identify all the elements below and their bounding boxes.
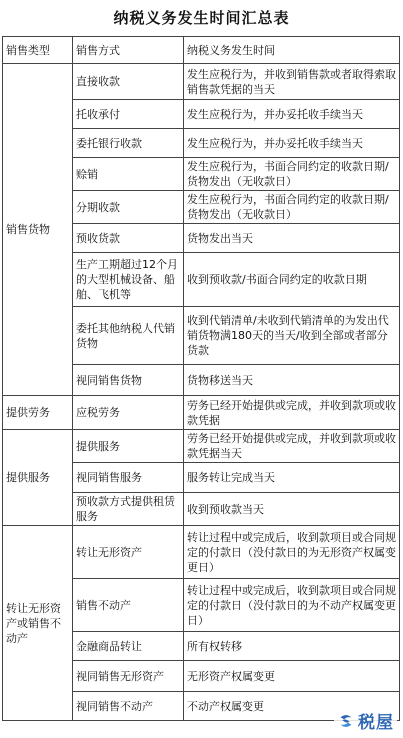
sales-type-cell: 提供服务 [3, 430, 73, 526]
header-tax-time: 纳税义务发生时间 [184, 37, 400, 64]
method-cell: 赊销 [73, 158, 184, 191]
time-cell: 发生应税行为，并办妥托收手续当天 [184, 100, 400, 129]
time-cell: 劳务已经开始提供或完成，并收到款项或收款凭据 [184, 396, 400, 430]
method-cell: 转让无形资产 [73, 526, 184, 579]
time-cell: 不动产权属变更 [184, 692, 400, 721]
page-title: 纳税义务发生时间汇总表 [113, 9, 290, 27]
time-cell: 收到预收款/书面合同约定的收款日期 [184, 253, 400, 307]
time-cell: 转让过程中或完成后，收到款项目或合同规定的付款日（没付款日的为无形资产权属变更日） [184, 526, 400, 579]
time-cell: 收到预收款当天 [184, 493, 400, 526]
table-row [3, 396, 400, 430]
method-cell: 应税劳务 [73, 396, 184, 430]
table-row [3, 526, 400, 579]
sales-type-cell: 销售货物 [3, 64, 73, 396]
watermark-text: 税屋 [358, 713, 394, 733]
time-cell: 所有权转移 [184, 632, 400, 661]
header-sales-type: 销售类型 [3, 37, 73, 64]
table-header-row [3, 37, 400, 64]
time-cell: 发生应税行为，并收到销售款或者取得索取销售款凭据的当天 [184, 64, 400, 100]
time-cell: 服务转让完成当天 [184, 463, 400, 493]
method-cell: 销售不动产 [73, 579, 184, 632]
watermark [334, 707, 397, 734]
table-row [3, 64, 400, 100]
swirl-logo-icon [337, 712, 355, 730]
method-cell: 分期收款 [73, 191, 184, 224]
header-sales-method: 销售方式 [73, 37, 184, 64]
time-cell: 无形资产权属变更 [184, 661, 400, 692]
method-cell: 视同销售无形资产 [73, 661, 184, 692]
time-cell: 发生应税行为，书面合同约定的收款日期/货物发出（无收款日） [184, 191, 400, 224]
time-cell: 货物移送当天 [184, 365, 400, 396]
method-cell: 委托银行收款 [73, 129, 184, 158]
time-cell: 转让过程中或完成后，收到款项目或合同规定的付款日（没付款日的为不动产权属变更日） [184, 579, 400, 632]
time-cell: 发生应税行为，并办妥托收手续当天 [184, 129, 400, 158]
method-cell: 预收款方式提供租赁服务 [73, 493, 184, 526]
method-cell: 生产工期超过12个月的大型机械设备、船舶、飞机等 [73, 253, 184, 307]
method-cell: 提供服务 [73, 430, 184, 463]
method-cell: 视同销售服务 [73, 463, 184, 493]
method-cell: 直接收款 [73, 64, 184, 100]
method-cell: 委托其他纳税人代销货物 [73, 307, 184, 365]
time-cell: 收到代销清单/未收到代销清单的为发出代销货物满180天的当天/收到全部或者部分货款 [184, 307, 400, 365]
sales-type-cell: 转让无形资产或销售不动产 [3, 526, 73, 721]
method-cell: 预收货款 [73, 224, 184, 253]
time-cell: 劳务已经开始提供或完成，并收到款项或收款凭据当天 [184, 430, 400, 463]
method-cell: 托收承付 [73, 100, 184, 129]
method-cell: 视同销售货物 [73, 365, 184, 396]
table-row [3, 430, 400, 463]
time-cell: 货物发出当天 [184, 224, 400, 253]
method-cell: 视同销售不动产 [73, 692, 184, 721]
tax-time-table [2, 36, 400, 721]
sales-type-cell: 提供劳务 [3, 396, 73, 430]
method-cell: 金融商品转让 [73, 632, 184, 661]
time-cell: 发生应税行为，书面合同约定的收款日期/货物发出（无收款日） [184, 158, 400, 191]
